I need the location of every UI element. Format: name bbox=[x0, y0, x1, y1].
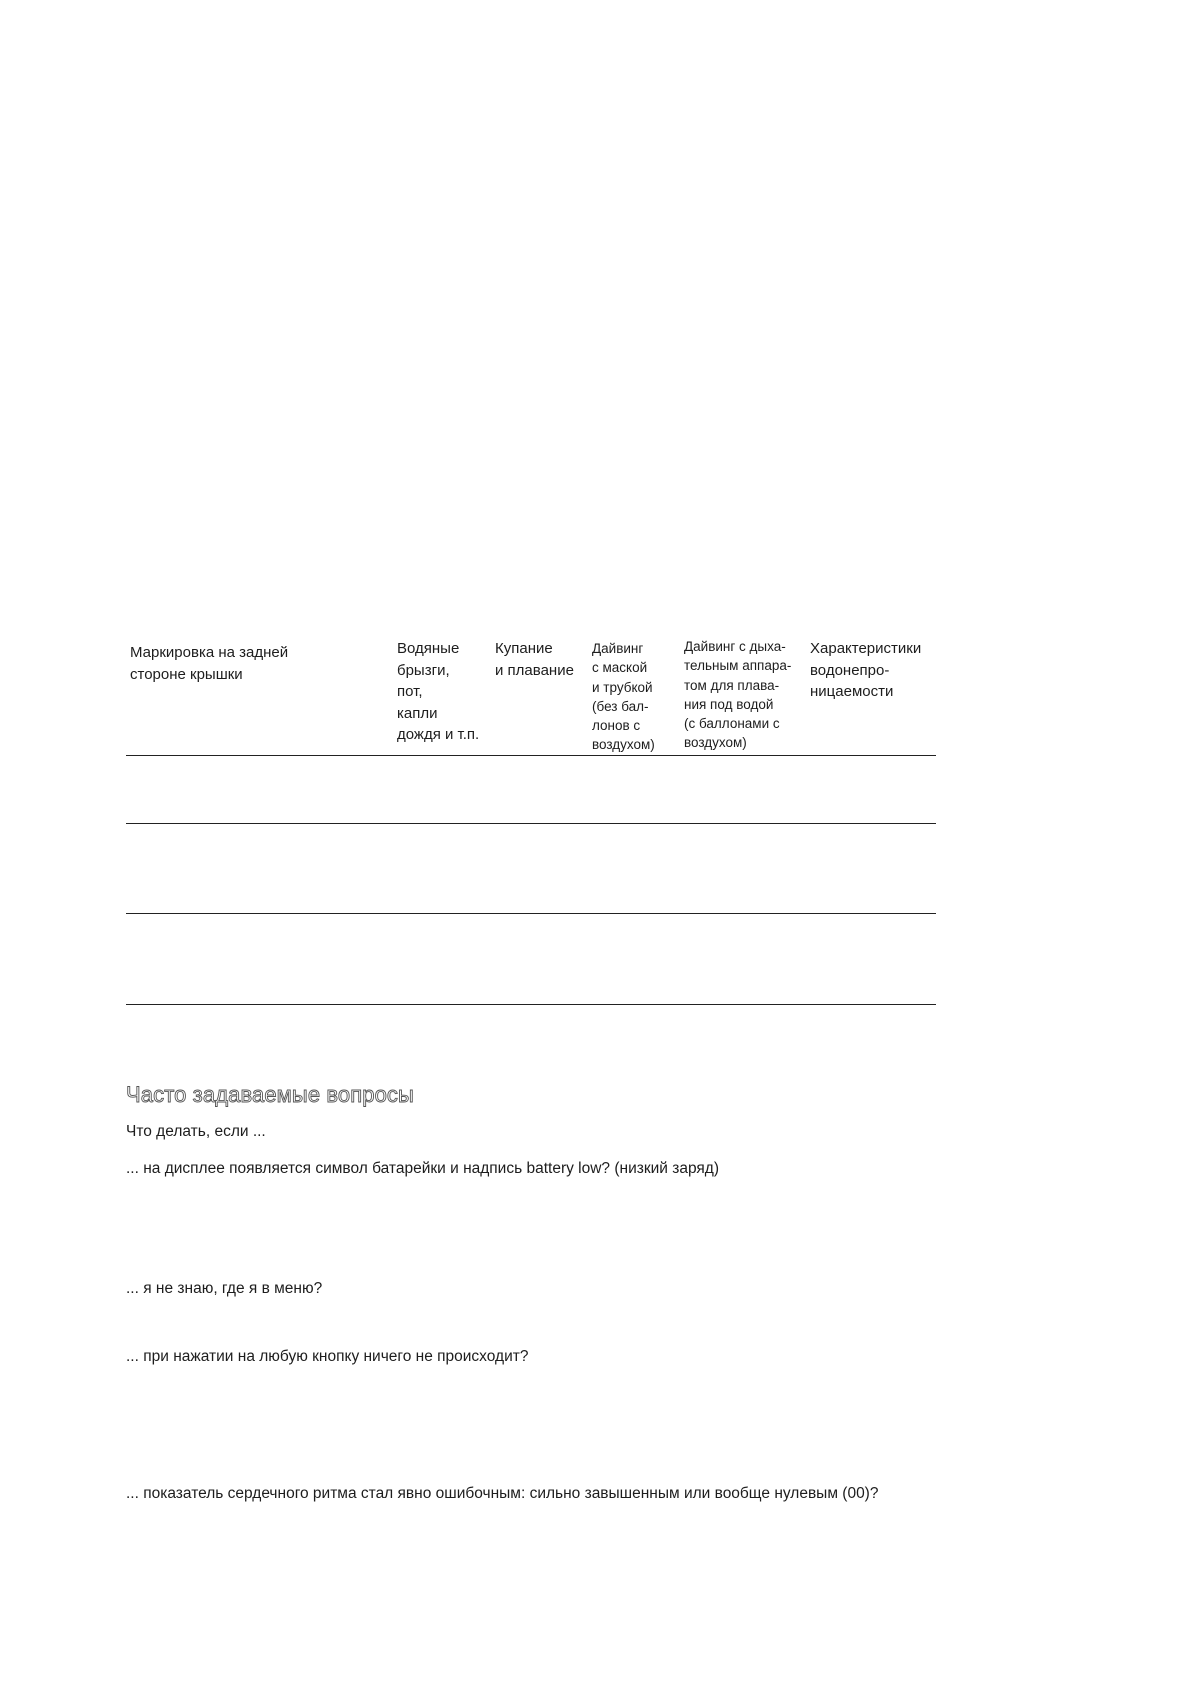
table-header-marking: Маркировка на задней стороне крышки bbox=[130, 644, 289, 683]
faq-question: ... при нажатии на любую кнопку ничего не происходит? bbox=[126, 1348, 529, 1365]
faq-question: ... на дисплее появляется символ батарейки и надпись battery low? (низкий заряд) bbox=[126, 1160, 720, 1177]
table-row-divider bbox=[126, 913, 936, 914]
table-header-swimming: Купание и плавание bbox=[495, 640, 574, 679]
faq-question: ... показатель сердечного ритма стал явно ошибочным: сильно завышенным или вообще нулевым (00)? bbox=[126, 1485, 879, 1502]
faq-question: ... я не знаю, где я в меню? bbox=[126, 1280, 323, 1297]
table-header-splashes: Водяные брызги, пот, капли дождя и т.п. bbox=[397, 640, 480, 743]
table-row-divider bbox=[126, 1004, 936, 1005]
faq-intro: Что делать, если ... bbox=[126, 1123, 266, 1140]
table-header-characteristics: Характеристики водонепро- ницаемости bbox=[810, 640, 922, 700]
faq-heading: Часто задаваемые вопросы bbox=[126, 1082, 414, 1107]
table-header-rule bbox=[126, 755, 936, 756]
table-row-divider bbox=[126, 823, 936, 824]
table-header-snorkeling: Дайвинг с маской и трубкой (без бал- лонов с воздухом) bbox=[592, 641, 655, 753]
table-header-scuba-diving: Дайвинг с дыха- тельным аппара- том для плава- ния под водой (с баллонами с воздухом) bbox=[684, 639, 792, 751]
